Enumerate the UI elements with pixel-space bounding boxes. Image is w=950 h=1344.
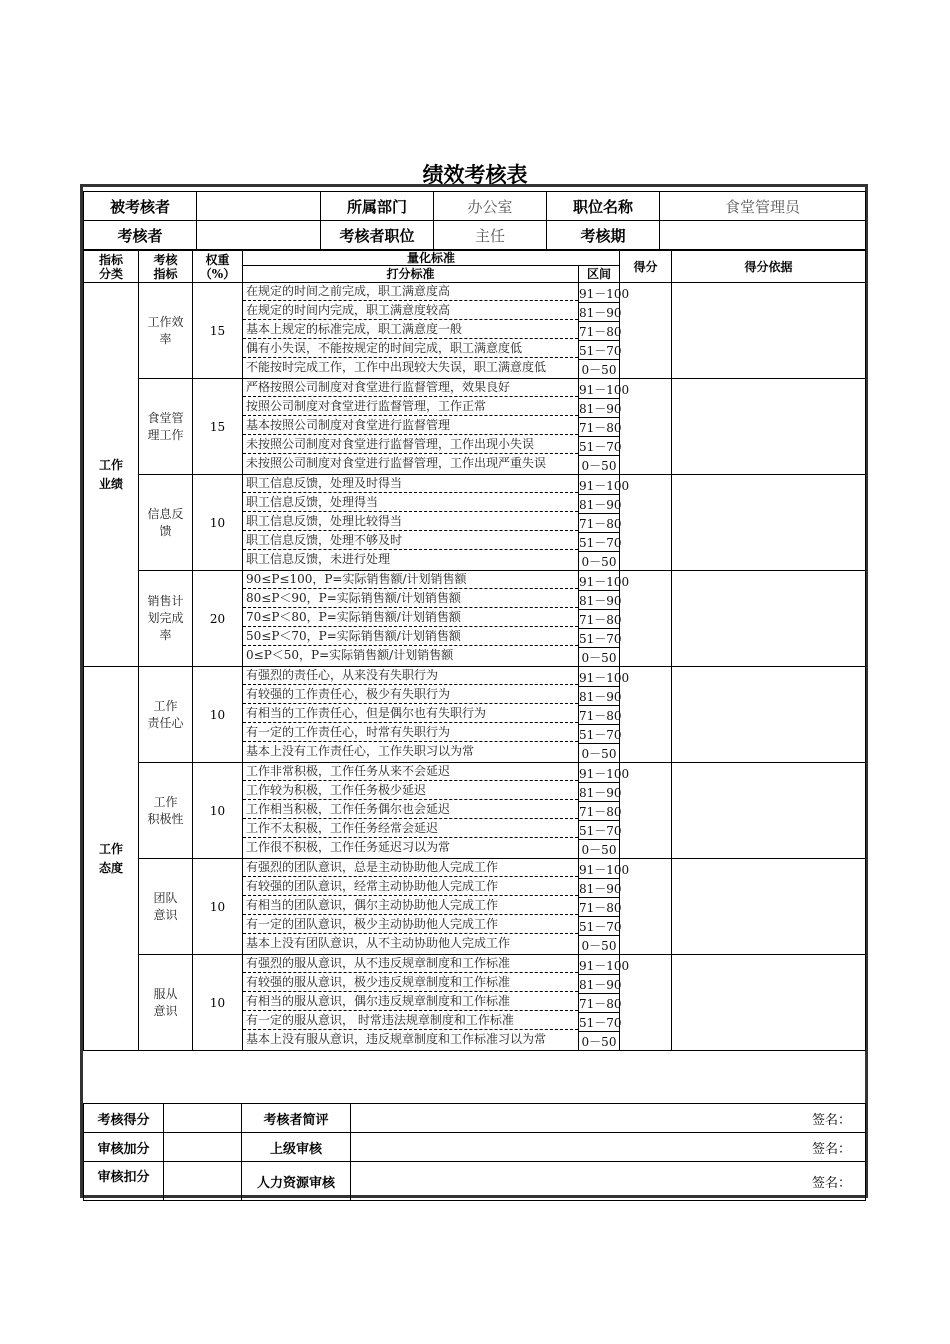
indicator-name: 团队 意识: [139, 859, 193, 955]
range-cell: 0－50: [579, 935, 620, 955]
score-total-label: 考核得分: [84, 1104, 164, 1133]
range-cell: 91－100: [579, 475, 620, 495]
dashed-separator: [243, 396, 578, 397]
standard-text: 职工信息反馈，处理比较得当: [246, 514, 403, 528]
range-cell: 0－50: [579, 743, 620, 763]
standard-text-cell: [243, 1031, 579, 1051]
standard-text-cell: [243, 839, 579, 859]
standard-row: [84, 763, 866, 783]
score-basis-cell[interactable]: [672, 667, 866, 763]
dashed-separator: [243, 1010, 578, 1011]
score-basis-cell[interactable]: [672, 859, 866, 955]
dashed-separator: [243, 780, 578, 781]
standard-row: [84, 955, 866, 975]
standard-text-cell: [243, 590, 579, 609]
standard-row: [84, 859, 866, 879]
footer-row-3: [84, 1162, 866, 1201]
range-cell: 71－80: [579, 513, 620, 532]
range-cell: 81－90: [579, 878, 620, 897]
range-cell: 0－50: [579, 1031, 620, 1051]
period-label: 考核期: [547, 221, 660, 250]
standard-text: 在规定的时间内完成，职工满意度较高: [246, 303, 451, 317]
dashed-separator: [243, 684, 578, 685]
standard-text: 有相当的工作责任心，但是偶尔也有失职行为: [246, 706, 487, 720]
standard-text: 有较强的服从意识，极少违反规章制度和工作标准: [246, 975, 511, 989]
indicator-weight: 10: [193, 763, 243, 859]
standard-text-cell: [243, 475, 579, 495]
standard-text-cell: [243, 436, 579, 455]
standard-text-cell: [243, 359, 579, 379]
standard-text-cell: [243, 801, 579, 820]
dashed-separator: [243, 1029, 578, 1030]
standard-text: 有相当的服从意识，偶尔违反规章制度和工作标准: [246, 994, 511, 1008]
standard-text: 职工信息反馈，处理不够及时: [246, 533, 403, 547]
standard-text-cell: [243, 686, 579, 705]
range-cell: 91－100: [579, 859, 620, 879]
score-basis-cell[interactable]: [672, 379, 866, 475]
standard-text-cell: [243, 551, 579, 571]
deduct-value[interactable]: [164, 1162, 242, 1201]
indicator-weight: 10: [193, 859, 243, 955]
indicator-name: 销售计 划完成 率: [139, 571, 193, 667]
standard-text: 职工信息反馈，处理得当: [246, 495, 379, 509]
standard-text-cell: [243, 532, 579, 551]
dashed-separator: [243, 338, 578, 339]
dashed-separator: [243, 588, 578, 589]
dashed-separator: [243, 895, 578, 896]
examinee-label: 被考核者: [84, 192, 197, 221]
range-cell: 91－100: [579, 763, 620, 783]
score-basis-cell[interactable]: [672, 571, 866, 667]
range-cell: 71－80: [579, 321, 620, 340]
range-cell: 81－90: [579, 686, 620, 705]
standard-text: 90≤P≤100，P=实际销售额/计划销售额: [246, 572, 467, 586]
range-cell: 0－50: [579, 647, 620, 667]
range-cell: 71－80: [579, 993, 620, 1012]
standard-text: 未按照公司制度对食堂进行监督管理，工作出现小失误: [246, 437, 535, 451]
range-cell: 91－100: [579, 955, 620, 975]
position-value[interactable]: 食堂管理员: [660, 192, 866, 221]
examiner-label: 考核者: [84, 221, 197, 250]
hr-signature[interactable]: 签名：: [351, 1162, 866, 1201]
col-indicator: 考核 指标: [139, 251, 193, 283]
range-cell: 71－80: [579, 897, 620, 916]
dashed-separator: [243, 818, 578, 819]
range-cell: 71－80: [579, 705, 620, 724]
dashed-separator: [243, 799, 578, 800]
bonus-label: 审核加分: [84, 1133, 164, 1162]
standard-text: 基本上没有服从意识，违反规章制度和工作标准习以为常: [246, 1032, 547, 1046]
standard-text-cell: [243, 878, 579, 897]
standard-text: 有相当的团队意识，偶尔主动协助他人完成工作: [246, 898, 499, 912]
standard-text: 基本上没有工作责任心，工作失职习以为常: [246, 744, 475, 758]
standard-text: 工作不太积极，工作任务经常会延迟: [246, 821, 439, 835]
score-basis-cell[interactable]: [672, 763, 866, 859]
standard-text-cell: [243, 571, 579, 591]
col-category: 指标 分类: [84, 251, 139, 283]
standard-text-cell: [243, 1012, 579, 1031]
dashed-separator: [243, 511, 578, 512]
standard-text: 偶有小失误，不能按规定的时间完成，职工满意度低: [246, 341, 523, 355]
indicator-weight: 20: [193, 571, 243, 667]
score-basis-cell[interactable]: [672, 475, 866, 571]
dashed-separator: [243, 991, 578, 992]
range-cell: 0－50: [579, 455, 620, 475]
standard-text-cell: [243, 667, 579, 687]
range-cell: 91－100: [579, 379, 620, 399]
examiner-value[interactable]: [197, 221, 321, 250]
range-cell: 51－70: [579, 436, 620, 455]
info-row-2: [84, 221, 866, 250]
dashed-separator: [243, 492, 578, 493]
range-cell: 81－90: [579, 782, 620, 801]
indicator-weight: 10: [193, 667, 243, 763]
standard-text: 有强烈的责任心，从来没有失职行为: [246, 668, 439, 682]
standard-text-cell: [243, 494, 579, 513]
dashed-separator: [243, 914, 578, 915]
range-cell: 91－100: [579, 571, 620, 591]
dashed-separator: [243, 530, 578, 531]
standard-text-cell: [243, 935, 579, 955]
standard-row: [84, 571, 866, 591]
standard-text-cell: [243, 820, 579, 839]
dashed-separator: [243, 703, 578, 704]
indicator-weight: 10: [193, 475, 243, 571]
examinee-value[interactable]: [197, 192, 321, 221]
standard-text: 未按照公司制度对食堂进行监督管理，工作出现严重失误: [246, 456, 547, 470]
dashed-separator: [243, 837, 578, 838]
review-footer-table: [83, 1103, 866, 1201]
col-weight: 权重 （%）: [193, 251, 243, 283]
col-standard: 打分标准: [243, 266, 579, 283]
superior-signature[interactable]: 签名：: [351, 1133, 866, 1162]
standard-text-cell: [243, 628, 579, 647]
col-quant-standard: 量化标准: [243, 251, 620, 266]
dashed-separator: [243, 607, 578, 608]
standard-text-cell: [243, 763, 579, 783]
hr-review-label: 人力资源审核: [242, 1162, 351, 1201]
range-cell: 0－50: [579, 839, 620, 859]
standard-text: 基本上规定的标准完成，职工满意度一般: [246, 322, 463, 336]
standard-text: 0≤P＜50，P=实际销售额/计划销售额: [246, 648, 454, 662]
standard-text-cell: [243, 724, 579, 743]
range-cell: 81－90: [579, 590, 620, 609]
indicator-name: 食堂管 理工作: [139, 379, 193, 475]
standard-text: 50≤P＜70，P=实际销售额/计划销售额: [246, 629, 461, 643]
score-total-value[interactable]: [164, 1104, 242, 1133]
col-score: 得分: [620, 251, 672, 283]
dashed-separator: [243, 741, 578, 742]
range-cell: 51－70: [579, 532, 620, 551]
range-cell: 51－70: [579, 340, 620, 359]
dashed-separator: [243, 415, 578, 416]
range-cell: 0－50: [579, 551, 620, 571]
scoring-table: [83, 250, 866, 1051]
range-cell: 51－70: [579, 820, 620, 839]
examiner-position-value[interactable]: 主任: [434, 221, 547, 250]
standard-text-cell: [243, 398, 579, 417]
standard-text: 职工信息反馈，未进行处理: [246, 552, 391, 566]
standard-text-cell: [243, 955, 579, 975]
appraisal-form: [80, 184, 868, 1198]
range-cell: 81－90: [579, 398, 620, 417]
standard-text-cell: [243, 609, 579, 628]
dashed-separator: [243, 453, 578, 454]
standard-text: 职工信息反馈，处理及时得当: [246, 476, 403, 490]
dept-value[interactable]: 办公室: [434, 192, 547, 221]
standard-text: 有强烈的团队意识，总是主动协助他人完成工作: [246, 860, 499, 874]
range-cell: 51－70: [579, 916, 620, 935]
range-cell: 91－100: [579, 283, 620, 303]
examiner-position-label: 考核者职位: [321, 221, 434, 250]
category-cell: 工作 业绩: [84, 283, 139, 667]
standard-text-cell: [243, 417, 579, 436]
range-cell: 71－80: [579, 417, 620, 436]
range-cell: 51－70: [579, 724, 620, 743]
standard-text: 在规定的时间之前完成，职工满意度高: [246, 284, 451, 298]
dashed-separator: [243, 300, 578, 301]
standard-text-cell: [243, 743, 579, 763]
range-cell: 0－50: [579, 359, 620, 379]
standard-text-cell: [243, 455, 579, 475]
standard-text-cell: [243, 859, 579, 879]
range-cell: 71－80: [579, 609, 620, 628]
deduct-label: 审核扣分: [84, 1162, 164, 1201]
standard-text-cell: [243, 321, 579, 340]
standard-text: 有强烈的服从意识，从不违反规章制度和工作标准: [246, 956, 511, 970]
standard-text: 70≤P＜80，P=实际销售额/计划销售额: [246, 610, 461, 624]
standard-text: 有较强的团队意识，经常主动协助他人完成工作: [246, 879, 499, 893]
dashed-separator: [243, 933, 578, 934]
standard-text-cell: [243, 302, 579, 321]
standard-text-cell: [243, 782, 579, 801]
range-cell: 81－90: [579, 494, 620, 513]
standard-text-cell: [243, 379, 579, 399]
period-value[interactable]: [660, 221, 866, 250]
examiner-comment-label: 考核者简评: [242, 1104, 351, 1133]
standard-row: [84, 379, 866, 399]
dashed-separator: [243, 357, 578, 358]
standard-text: 有较强的工作责任心，极少有失职行为: [246, 687, 451, 701]
indicator-weight: 15: [193, 283, 243, 379]
examiner-signature[interactable]: 签名：: [351, 1104, 866, 1133]
standard-text: 工作非常积极，工作任务从来不会延迟: [246, 764, 451, 778]
indicator-name: 工作 责任心: [139, 667, 193, 763]
standard-text-cell: [243, 993, 579, 1012]
standard-text: 有一定的工作责任心，时常有失职行为: [246, 725, 451, 739]
standard-text: 有一定的服从意识， 时常违法规章制度和工作标准: [246, 1013, 514, 1027]
standard-text: 工作很不积极，工作任务延迟习以为常: [246, 840, 451, 854]
indicator-name: 工作 积极性: [139, 763, 193, 859]
page-title: 绩效考核表: [422, 162, 528, 187]
standard-text-cell: [243, 705, 579, 724]
standard-row: [84, 283, 866, 303]
dashed-separator: [243, 319, 578, 320]
dept-label: 所属部门: [321, 192, 434, 221]
dashed-separator: [243, 645, 578, 646]
score-basis-cell[interactable]: [672, 955, 866, 1051]
score-basis-cell[interactable]: [672, 283, 866, 379]
standard-text: 不能按时完成工作，工作中出现较大失误，职工满意度低: [246, 360, 547, 374]
standard-text: 工作相当积极，工作任务偶尔也会延迟: [246, 802, 451, 816]
standard-text-cell: [243, 897, 579, 916]
standard-text: 工作较为积极，工作任务极少延迟: [246, 783, 427, 797]
dashed-separator: [243, 722, 578, 723]
dashed-separator: [243, 876, 578, 877]
standard-text: 80≤P＜90，P=实际销售额/计划销售额: [246, 591, 461, 605]
range-cell: 51－70: [579, 1012, 620, 1031]
indicator-name: 工作效 率: [139, 283, 193, 379]
standard-text: 严格按照公司制度对食堂进行监督管理，效果良好: [246, 380, 511, 394]
col-range: 区间: [579, 266, 620, 283]
standard-text: 基本按照公司制度对食堂进行监督管理: [246, 418, 451, 432]
dashed-separator: [243, 434, 578, 435]
range-cell: 71－80: [579, 801, 620, 820]
range-cell: 51－70: [579, 628, 620, 647]
info-row-1: [84, 192, 866, 221]
indicator-name: 服从 意识: [139, 955, 193, 1051]
standard-text-cell: [243, 340, 579, 359]
range-cell: 81－90: [579, 302, 620, 321]
info-header-table: [83, 191, 866, 250]
bonus-value[interactable]: [164, 1133, 242, 1162]
category-cell: 工作 态度: [84, 667, 139, 1051]
column-header-row: [84, 251, 866, 266]
standard-row: [84, 667, 866, 687]
range-cell: 81－90: [579, 974, 620, 993]
standard-text-cell: [243, 974, 579, 993]
standard-text-cell: [243, 647, 579, 667]
superior-review-label: 上级审核: [242, 1133, 351, 1162]
standard-text-cell: [243, 916, 579, 935]
position-label: 职位名称: [547, 192, 660, 221]
indicator-weight: 10: [193, 955, 243, 1051]
footer-row-2: [84, 1133, 866, 1162]
dashed-separator: [243, 972, 578, 973]
indicator-weight: 15: [193, 379, 243, 475]
col-basis: 得分依据: [672, 251, 866, 283]
standard-text: 基本上没有团队意识，从不主动协助他人完成工作: [246, 936, 511, 950]
standard-text: 有一定的团队意识，极少主动协助他人完成工作: [246, 917, 499, 931]
indicator-name: 信息反 馈: [139, 475, 193, 571]
footer-row-1: [84, 1104, 866, 1133]
standard-text-cell: [243, 283, 579, 303]
standard-row: [84, 475, 866, 495]
dashed-separator: [243, 549, 578, 550]
dashed-separator: [243, 626, 578, 627]
standard-text-cell: [243, 513, 579, 532]
range-cell: 91－100: [579, 667, 620, 687]
standard-text: 按照公司制度对食堂进行监督管理，工作正常: [246, 399, 487, 413]
